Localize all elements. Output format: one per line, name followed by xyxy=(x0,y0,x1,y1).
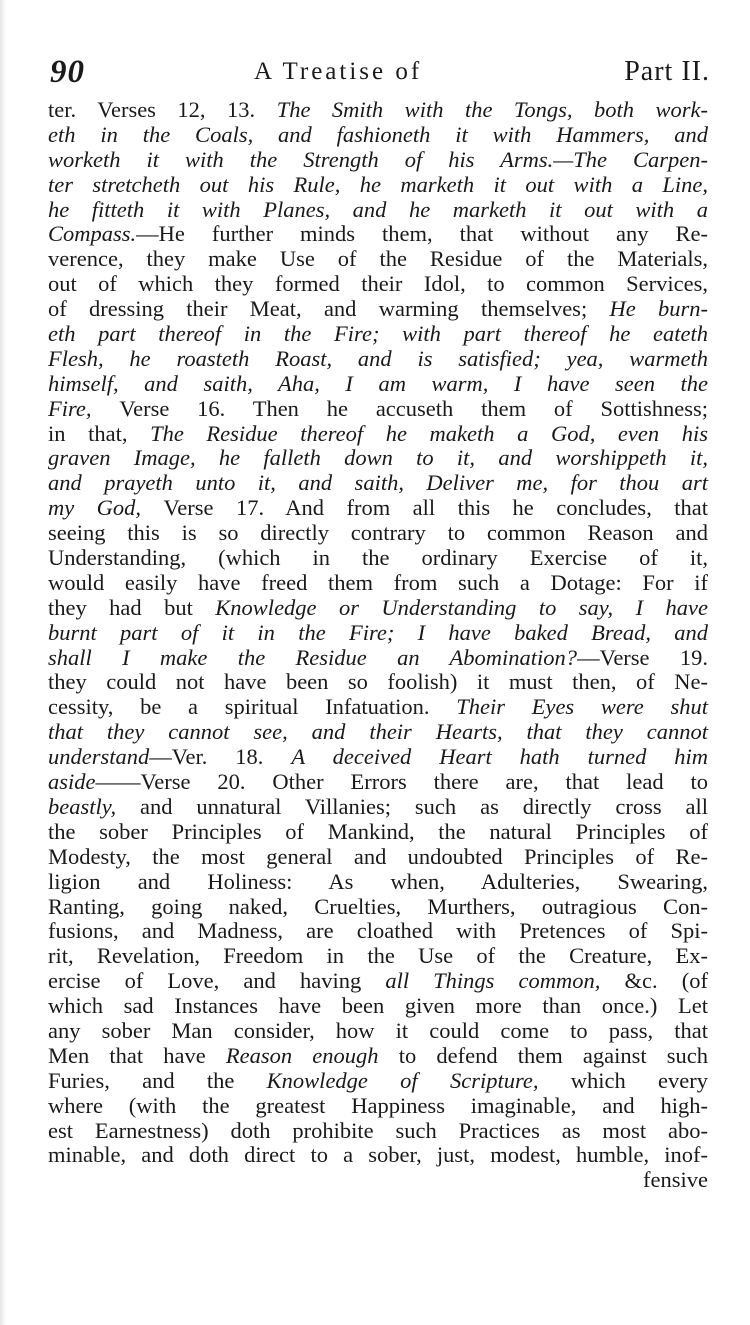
text-segment: Verse 17. And from all this he concludes, that xyxy=(163,495,709,521)
text-line xyxy=(48,745,708,770)
text-line xyxy=(48,695,708,720)
body-text xyxy=(48,98,708,1193)
text-line xyxy=(48,1069,708,1094)
text-segment: would easily have freed them from such a Dotage: For if xyxy=(48,569,708,595)
italic-text-segment: he fitteth it with Planes, and he marketh it out with a xyxy=(48,196,708,222)
text-line xyxy=(48,446,708,471)
text-segment: they could not have been so foolish) it must then, of Ne- xyxy=(48,669,708,695)
text-line xyxy=(48,397,708,422)
text-segment: which every xyxy=(570,1067,708,1093)
text-segment: Understanding, (which in the ordinary Exercise of it, xyxy=(48,545,708,571)
text-segment: they had but xyxy=(48,594,216,620)
italic-text-segment: A deceived Heart hath turned him xyxy=(291,744,709,770)
text-segment: Men that have xyxy=(48,1042,226,1068)
text-line xyxy=(48,422,708,447)
text-line xyxy=(48,222,708,247)
text-line xyxy=(48,845,708,870)
text-segment: fensive xyxy=(643,1167,708,1193)
text-line xyxy=(48,1143,708,1168)
text-line xyxy=(48,347,708,372)
text-segment: in that, xyxy=(48,420,151,446)
text-line xyxy=(48,919,708,944)
text-segment: verence, they make Use of the Residue of the Materials, xyxy=(48,246,708,272)
text-segment: minable, and doth direct to a sober, just, modest, humble, inof- xyxy=(48,1142,708,1168)
text-line xyxy=(48,895,708,920)
text-segment: any sober Man consider, how it could come to pass, that xyxy=(48,1017,708,1043)
italic-text-segment: eth part thereof in the Fire; with part thereof he eateth xyxy=(48,321,708,347)
page-header xyxy=(50,54,710,94)
text-segment: of dressing their Meat, and warming themselves; xyxy=(48,296,610,322)
text-line xyxy=(48,496,708,521)
text-line xyxy=(48,297,708,322)
text-line xyxy=(48,969,708,994)
italic-text-segment: Reason enough xyxy=(225,1042,399,1068)
text-segment: rit, Revelation, Freedom in the Use of the Creature, Ex- xyxy=(48,943,708,969)
text-line xyxy=(48,198,708,223)
italic-text-segment: my God, xyxy=(48,495,164,521)
text-line xyxy=(48,770,708,795)
text-segment: seeing this is so directly contrary to common Reason and xyxy=(48,520,708,546)
italic-text-segment: graven Image, he falleth down to it, and worshippeth it, xyxy=(48,445,708,471)
italic-text-segment: worketh it with the Strength of his Arms.—The Carpen- xyxy=(48,146,708,172)
text-segment: Modesty, the most general and undoubted Principles of Re- xyxy=(48,843,708,869)
running-title: A Treatise of xyxy=(254,58,423,85)
text-segment: &c. (of xyxy=(624,968,708,994)
text-line xyxy=(48,546,708,571)
text-segment: ligion and Holiness: As when, Adulteries, Swearing, xyxy=(48,868,708,894)
italic-text-segment: Knowledge of Scripture, xyxy=(266,1067,571,1093)
text-line xyxy=(48,720,708,745)
text-line xyxy=(48,621,708,646)
text-line xyxy=(48,521,708,546)
text-line xyxy=(48,944,708,969)
text-line xyxy=(48,994,708,1019)
text-line xyxy=(48,247,708,272)
italic-text-segment: and prayeth unto it, and saith, Deliver me, for thou art xyxy=(48,470,708,496)
text-line xyxy=(48,173,708,198)
text-line xyxy=(48,795,708,820)
text-line xyxy=(48,1094,708,1119)
italic-text-segment: Flesh, he roasteth Roast, and is satisfied; yea, warmeth xyxy=(48,345,708,371)
text-segment: which sad Instances have been given more than once.) Let xyxy=(48,993,708,1019)
italic-text-segment: that they cannot see, and their Hearts, that they cannot xyxy=(48,719,708,745)
text-line xyxy=(48,322,708,347)
text-line xyxy=(48,820,708,845)
text-segment: fusions, and Madness, are cloathed with Pretences of Spi- xyxy=(48,918,708,944)
italic-text-segment: The Residue thereof he maketh a God, even his xyxy=(150,420,708,446)
text-line xyxy=(48,98,708,123)
italic-text-segment: beastly, xyxy=(48,793,141,819)
text-segment: cessity, be a spiritual Infatuation. xyxy=(48,694,457,720)
text-segment: Ranting, going naked, Cruelties, Murthers, outragious Con- xyxy=(48,893,708,919)
text-segment: Furies, and the xyxy=(48,1067,267,1093)
text-line xyxy=(48,1019,708,1044)
italic-text-segment: shall I make the Residue an Abomination? xyxy=(48,644,578,670)
text-segment: out of which they formed their Idol, to common Services, xyxy=(48,271,708,297)
italic-text-segment: He burn- xyxy=(609,296,708,322)
page-edge-shadow xyxy=(0,0,6,1325)
italic-text-segment: eth in the Coals, and fashioneth it with Hammers, and xyxy=(48,121,708,147)
text-segment: —Ver. 18. xyxy=(149,744,292,770)
text-line xyxy=(48,670,708,695)
text-segment: and unnatural Villanies; such as directly cross all xyxy=(140,793,708,819)
italic-text-segment: The Smith with the Tongs, both work- xyxy=(276,97,708,122)
text-line xyxy=(48,372,708,397)
text-line xyxy=(48,471,708,496)
text-segment: the sober Principles of Mankind, the natural Principles of xyxy=(48,818,708,844)
italic-text-segment: ter stretcheth out his Rule, he marketh it out with a Line, xyxy=(48,171,708,197)
italic-text-segment: understand xyxy=(48,744,150,770)
text-segment: ercise of Love, and having xyxy=(48,968,386,994)
text-line xyxy=(48,870,708,895)
italic-text-segment: himself, and saith, Aha, I am warm, I have seen the xyxy=(48,370,708,396)
text-line xyxy=(48,596,708,621)
text-line xyxy=(48,646,708,671)
text-line xyxy=(48,123,708,148)
italic-text-segment: Knowledge or Understanding to say, I have xyxy=(215,594,708,620)
italic-text-segment: Fire, xyxy=(48,395,120,421)
italic-text-segment: Their Eyes were shut xyxy=(456,694,709,720)
page-number: 90 xyxy=(50,54,85,90)
italic-text-segment: all Things common, xyxy=(385,968,625,994)
italic-text-segment: burnt part of it in the Fire; I have baked Bread, and xyxy=(48,619,708,645)
text-segment: where (with the greatest Happiness imaginable, and high- xyxy=(48,1092,708,1118)
text-line xyxy=(48,1044,708,1069)
text-segment: est Earnestness) doth prohibite such Practices as most abo- xyxy=(48,1117,708,1143)
text-segment: to defend them against such xyxy=(398,1042,708,1068)
text-segment: —Verse 19. xyxy=(577,644,709,670)
text-line xyxy=(48,1119,708,1144)
italic-text-segment: Compass. xyxy=(48,221,137,247)
text-line xyxy=(48,272,708,297)
text-line xyxy=(48,1168,708,1193)
italic-text-segment: aside xyxy=(48,769,96,795)
text-segment: ——Verse 20. Other Errors there are, that lead to xyxy=(95,769,708,795)
text-segment: —He further minds them, that without any Re- xyxy=(136,221,708,247)
text-line xyxy=(48,571,708,596)
text-segment: ter. Verses 12, 13. xyxy=(48,97,277,122)
text-line xyxy=(48,148,708,173)
part-label: Part II. xyxy=(624,56,710,87)
text-segment: Verse 16. Then he accuseth them of Sottishness; xyxy=(119,395,708,421)
